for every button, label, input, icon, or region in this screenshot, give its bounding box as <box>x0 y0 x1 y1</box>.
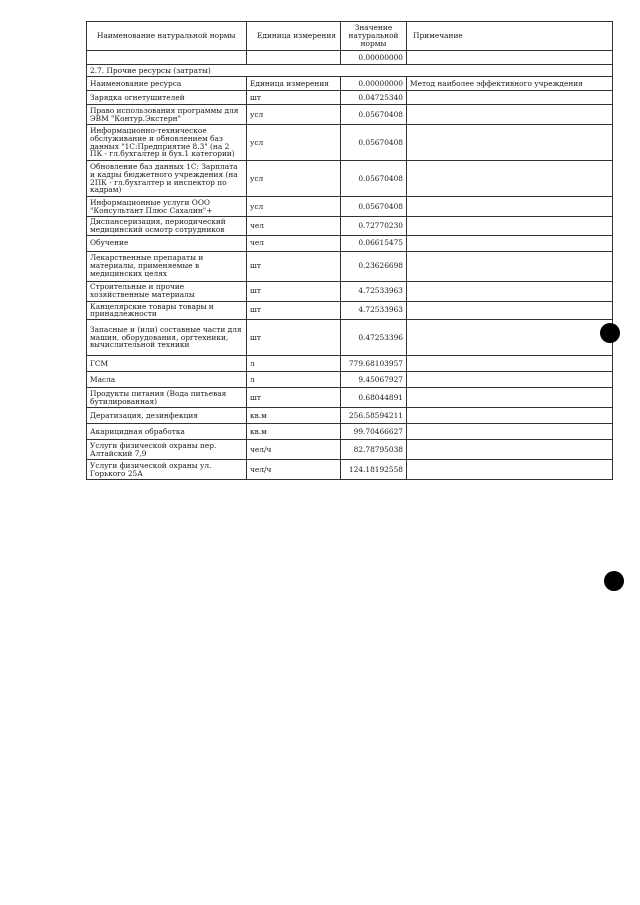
cell-note <box>407 91 613 105</box>
cell-resource-name: Обновление баз данных 1С: Зарплата и кадры бюджетного учреждения (на 2ПК - гл.бухгалтер и инспектор по кадрам) <box>87 161 247 197</box>
section-title: 2.7. Прочие ресурсы (затраты) <box>87 65 613 77</box>
cell-resource-name: Право использования программы для ЭВМ "Контур.Экстерн" <box>87 105 247 125</box>
subheader-name: Наименование ресурса <box>87 77 247 91</box>
table-row <box>87 281 613 301</box>
cell-unit: кв.м <box>247 424 341 440</box>
cell-unit: усл <box>247 105 341 125</box>
cell-note <box>407 372 613 388</box>
cell-note <box>407 460 613 480</box>
cell-resource-name: Информационно-техническое обслуживание и обновлением баз данных "1С:Предприятие 8.3" (на 2 ПК - гл.бухгалтер и бух.1 категории) <box>87 125 247 161</box>
cell-unit: усл <box>247 197 341 217</box>
cell-value: 0.72770230 <box>341 217 407 236</box>
header-value: Значение натуральной нормы <box>341 22 407 51</box>
table-row <box>87 125 613 161</box>
cell-value: 0.68044891 <box>341 388 407 408</box>
cell-unit: чел <box>247 235 341 251</box>
cell-value: 0.06615475 <box>341 235 407 251</box>
cell-resource-name: Диспансеризация, периодический медицинский осмотр сотрудников <box>87 217 247 236</box>
cell-note <box>407 301 613 320</box>
cell-value: 779.68103957 <box>341 356 407 372</box>
table-row <box>87 440 613 460</box>
cell-resource-name: Информационные услуги ООО "Консультант Плюс Сахалин"+ <box>87 197 247 217</box>
cell-unit: шт <box>247 301 341 320</box>
cell-note <box>407 408 613 424</box>
cell-resource-name: Услуги физической охраны пер. Алтайский 7,9 <box>87 440 247 460</box>
table-row <box>87 372 613 388</box>
cell-note <box>407 251 613 281</box>
cell-unit: шт <box>247 281 341 301</box>
cell-resource-name: Лекарственные препараты и материалы, применяемые в медицинских целях <box>87 251 247 281</box>
cell-resource-name: Продукты питания (Вода питьевая бутилированная) <box>87 388 247 408</box>
cell-resource-name: Обучение <box>87 235 247 251</box>
cell-note <box>407 217 613 236</box>
cell-note <box>407 320 613 356</box>
cell-value: 0.04725340 <box>341 91 407 105</box>
punch-hole-mark <box>604 571 624 591</box>
cell-resource-name: Строительные и прочие хозяйственные материалы <box>87 281 247 301</box>
table-row <box>87 301 613 320</box>
section-title-row <box>87 65 613 77</box>
cell-resource-name: Запасные и (или) составные части для машин, оборудования, оргтехники, вычислительной техники <box>87 320 247 356</box>
cell-note <box>407 356 613 372</box>
section-subheader-row <box>87 77 613 91</box>
punch-hole-mark <box>600 323 620 343</box>
table-row <box>87 235 613 251</box>
cell-unit: шт <box>247 388 341 408</box>
cell-unit: кв.м <box>247 408 341 424</box>
cell-resource-name: Дератизация, дезинфекция <box>87 408 247 424</box>
cell-value: 9.45067927 <box>341 372 407 388</box>
cell-value: 0.05670408 <box>341 105 407 125</box>
subheader-unit: Единица измерения <box>247 77 341 91</box>
header-name: Наименование натуральной нормы <box>87 22 247 51</box>
cell-resource-name: Канцелярские товары товары и принадлежности <box>87 301 247 320</box>
cell-note <box>407 125 613 161</box>
cell-note <box>407 440 613 460</box>
table-row <box>87 424 613 440</box>
top-row-unit <box>247 51 341 65</box>
cell-value: 99.70466627 <box>341 424 407 440</box>
table-row <box>87 251 613 281</box>
cell-value: 82.78795038 <box>341 440 407 460</box>
table-row <box>87 105 613 125</box>
cell-unit: л <box>247 356 341 372</box>
header-unit: Единица измерения <box>247 22 341 51</box>
cell-unit: шт <box>247 320 341 356</box>
table-row <box>87 217 613 236</box>
cell-resource-name: Масла <box>87 372 247 388</box>
cell-note <box>407 105 613 125</box>
table-header-row <box>87 22 613 51</box>
table-row <box>87 408 613 424</box>
cell-resource-name: Зарядка огнетушителей <box>87 91 247 105</box>
table-row <box>87 356 613 372</box>
cell-value: 0.47253396 <box>341 320 407 356</box>
table-row <box>87 460 613 480</box>
cell-value: 0.05670408 <box>341 197 407 217</box>
cell-value: 0.05670408 <box>341 161 407 197</box>
subheader-value: 0.00000000 <box>341 77 407 91</box>
cell-unit: чел/ч <box>247 440 341 460</box>
table-row <box>87 91 613 105</box>
cell-value: 256.58594211 <box>341 408 407 424</box>
cell-unit: л <box>247 372 341 388</box>
top-value-row <box>87 51 613 65</box>
subheader-note: Метод наиболее эффективного учреждения <box>407 77 613 91</box>
cell-note <box>407 235 613 251</box>
cell-unit: усл <box>247 161 341 197</box>
cell-note <box>407 424 613 440</box>
cell-note <box>407 197 613 217</box>
cell-value: 0.23626698 <box>341 251 407 281</box>
cell-unit: чел <box>247 217 341 236</box>
header-note: Примечание <box>407 22 613 51</box>
top-row-note <box>407 51 613 65</box>
cell-note <box>407 161 613 197</box>
cell-note <box>407 281 613 301</box>
norms-table <box>86 21 613 480</box>
cell-note <box>407 388 613 408</box>
cell-unit: шт <box>247 91 341 105</box>
cell-value: 124.18192558 <box>341 460 407 480</box>
cell-resource-name: Акарицидная обработка <box>87 424 247 440</box>
cell-unit: шт <box>247 251 341 281</box>
top-row-name <box>87 51 247 65</box>
cell-resource-name: ГСМ <box>87 356 247 372</box>
table-row <box>87 197 613 217</box>
table-row <box>87 388 613 408</box>
top-row-value: 0.00000000 <box>341 51 407 65</box>
cell-unit: усл <box>247 125 341 161</box>
cell-unit: чел/ч <box>247 460 341 480</box>
cell-value: 0.05670408 <box>341 125 407 161</box>
table-row <box>87 320 613 356</box>
cell-value: 4.72533963 <box>341 281 407 301</box>
table-row <box>87 161 613 197</box>
cell-value: 4.72533963 <box>341 301 407 320</box>
cell-resource-name: Услуги физической охраны ул. Горького 25А <box>87 460 247 480</box>
